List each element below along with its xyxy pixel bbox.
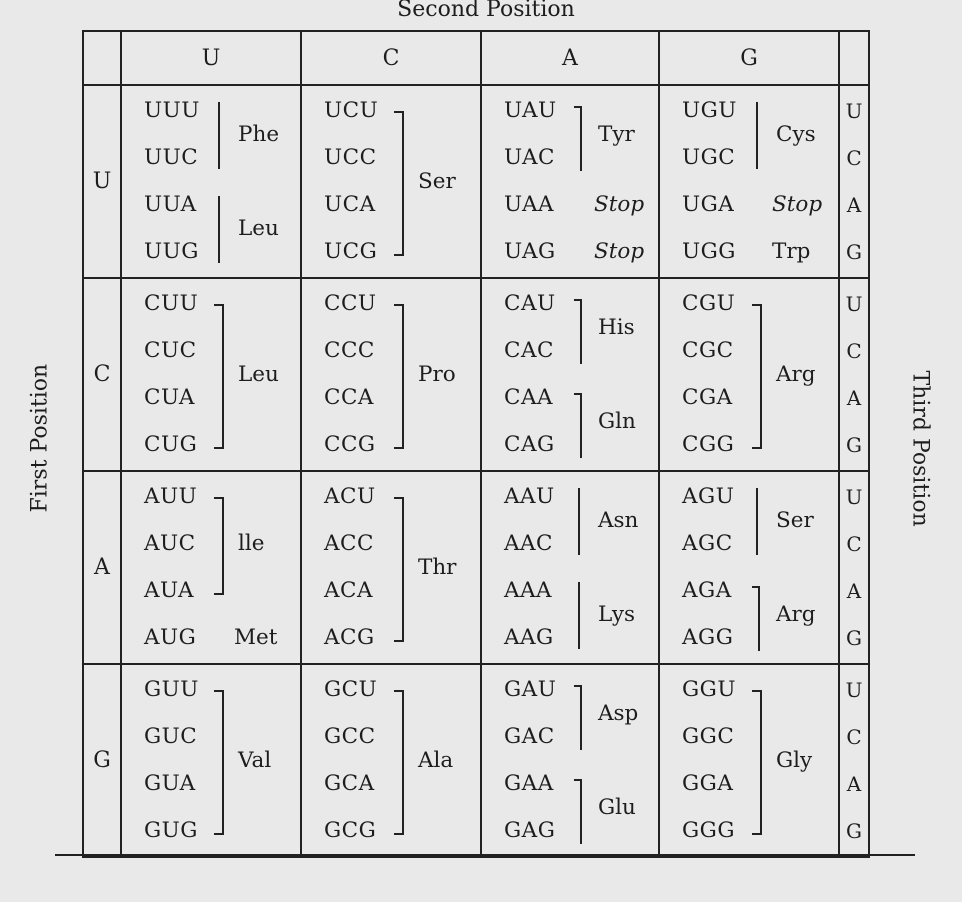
amino-acid-label: Gly bbox=[776, 747, 813, 773]
codon: ACC bbox=[324, 531, 374, 556]
third-base-label: U bbox=[845, 291, 863, 316]
second-position-title: Second Position bbox=[397, 0, 575, 22]
codon-cell bbox=[121, 278, 301, 471]
codon: CAG bbox=[504, 432, 555, 457]
codon-cell bbox=[121, 471, 301, 664]
codon: GUG bbox=[144, 818, 198, 843]
codon: CGG bbox=[682, 432, 735, 457]
codon: CUC bbox=[144, 338, 197, 363]
codon-group-bracket bbox=[756, 102, 758, 169]
third-base-label: A bbox=[846, 385, 862, 410]
codon: GAU bbox=[504, 677, 557, 702]
codon-group-bracket bbox=[394, 497, 404, 642]
second-base-header: U bbox=[121, 31, 301, 85]
codon: UGA bbox=[682, 192, 735, 217]
third-base-column bbox=[839, 471, 869, 664]
first-base-row bbox=[83, 85, 869, 278]
codon: GAG bbox=[504, 818, 556, 843]
codon: UUG bbox=[144, 239, 199, 264]
amino-acid-label: Thr bbox=[418, 554, 457, 580]
third-base-label: C bbox=[846, 724, 862, 749]
amino-acid-label: Leu bbox=[238, 361, 279, 387]
stop-codon-label: Stop bbox=[594, 192, 645, 217]
codon: GGC bbox=[682, 724, 735, 749]
codon: CAC bbox=[504, 338, 554, 363]
codon-cell bbox=[481, 471, 659, 664]
codon: CUA bbox=[144, 385, 195, 410]
first-base-row bbox=[83, 471, 869, 664]
amino-acid-label: Ser bbox=[418, 168, 456, 194]
codon: UCA bbox=[324, 192, 376, 217]
codon: AAA bbox=[504, 578, 553, 603]
codon: GUC bbox=[144, 724, 198, 749]
codon: UAC bbox=[504, 145, 555, 170]
amino-acid-label: Arg bbox=[776, 361, 816, 387]
codon: AGG bbox=[682, 625, 734, 650]
codon-group-bracket bbox=[214, 304, 224, 449]
codon: GUA bbox=[144, 771, 196, 796]
amino-acid-label: lle bbox=[238, 531, 265, 556]
codon: CCC bbox=[324, 338, 375, 363]
codon: UAG bbox=[504, 239, 556, 264]
third-base-label: A bbox=[846, 192, 862, 217]
first-base-label: U bbox=[83, 85, 121, 278]
codon-cell bbox=[481, 278, 659, 471]
codon-group-bracket bbox=[218, 196, 220, 263]
codon-group-bracket bbox=[752, 304, 762, 449]
third-base-label: G bbox=[846, 625, 862, 650]
amino-acid-label: Val bbox=[238, 747, 272, 773]
corner-cell bbox=[839, 31, 869, 85]
codon: GUU bbox=[144, 677, 199, 702]
codon: ACU bbox=[324, 484, 376, 509]
first-position-title: First Position bbox=[27, 363, 53, 513]
amino-acid-label: Gln bbox=[598, 408, 636, 434]
codon: GCC bbox=[324, 724, 376, 749]
codon-group-bracket bbox=[394, 111, 404, 256]
codon-group-bracket bbox=[752, 690, 762, 835]
amino-acid-label: His bbox=[598, 314, 635, 340]
codon: AUC bbox=[144, 531, 196, 556]
codon: CCA bbox=[324, 385, 374, 410]
third-base-column bbox=[839, 664, 869, 857]
codon: UUU bbox=[144, 98, 200, 123]
codon: GCG bbox=[324, 818, 377, 843]
codon: CCG bbox=[324, 432, 376, 457]
codon: UGU bbox=[682, 98, 737, 123]
codon: UCC bbox=[324, 145, 377, 170]
codon: CUU bbox=[144, 291, 199, 316]
codon-group-bracket bbox=[756, 488, 758, 555]
second-position-header-row bbox=[83, 31, 869, 85]
amino-acid-label: Asp bbox=[598, 700, 639, 726]
codon: UCU bbox=[324, 98, 379, 123]
codon-group-bracket bbox=[218, 102, 220, 169]
first-base-label: C bbox=[83, 278, 121, 471]
third-base-label: U bbox=[845, 677, 863, 702]
codon: GGU bbox=[682, 677, 736, 702]
codon-group-bracket bbox=[752, 586, 760, 651]
amino-acid-label: Trp bbox=[772, 239, 811, 264]
codon-group-bracket bbox=[394, 304, 404, 449]
codon: UGG bbox=[682, 239, 736, 264]
codon: GGA bbox=[682, 771, 734, 796]
codon-cell bbox=[659, 664, 839, 857]
third-base-column bbox=[839, 278, 869, 471]
codon-cell bbox=[481, 85, 659, 278]
codon: AAC bbox=[504, 531, 554, 556]
corner-cell bbox=[83, 31, 121, 85]
third-base-column bbox=[839, 85, 869, 278]
amino-acid-label: Ala bbox=[418, 747, 454, 773]
amino-acid-label: Ser bbox=[776, 507, 814, 533]
codon: GAC bbox=[504, 724, 555, 749]
third-base-label: A bbox=[846, 771, 862, 796]
codon: AUA bbox=[144, 578, 195, 603]
codon: ACA bbox=[324, 578, 374, 603]
codon: AAG bbox=[504, 625, 554, 650]
third-base-label: C bbox=[846, 531, 862, 556]
codon: ACG bbox=[324, 625, 375, 650]
codon-group-bracket bbox=[214, 690, 224, 835]
codon-group-bracket bbox=[574, 299, 582, 364]
codon-cell bbox=[121, 85, 301, 278]
codon: GGG bbox=[682, 818, 736, 843]
codon-cell bbox=[481, 664, 659, 857]
codon: UAA bbox=[504, 192, 555, 217]
codon-cell bbox=[301, 471, 481, 664]
third-base-label: U bbox=[845, 98, 863, 123]
third-base-label: G bbox=[846, 239, 862, 264]
codon: AGU bbox=[682, 484, 735, 509]
codon: CAU bbox=[504, 291, 556, 316]
third-base-label: G bbox=[846, 818, 862, 843]
codon: AUU bbox=[144, 484, 198, 509]
codon: AAU bbox=[504, 484, 555, 509]
codon-cell bbox=[301, 85, 481, 278]
amino-acid-label: Phe bbox=[238, 121, 280, 147]
codon-group-bracket bbox=[578, 582, 580, 649]
codon: UCG bbox=[324, 239, 378, 264]
codon: AUG bbox=[144, 625, 197, 650]
stop-codon-label: Stop bbox=[772, 192, 823, 217]
codon: CGA bbox=[682, 385, 733, 410]
codon-group-bracket bbox=[574, 393, 582, 458]
second-base-header: A bbox=[481, 31, 659, 85]
third-base-label: C bbox=[846, 338, 862, 363]
genetic-code-table bbox=[82, 30, 870, 858]
codon: UGC bbox=[682, 145, 736, 170]
codon: UUA bbox=[144, 192, 197, 217]
stop-codon-label: Stop bbox=[594, 239, 645, 264]
second-base-header: C bbox=[301, 31, 481, 85]
third-base-label: G bbox=[846, 432, 862, 457]
codon: UAU bbox=[504, 98, 557, 123]
first-base-label: G bbox=[83, 664, 121, 857]
codon-group-bracket bbox=[394, 690, 404, 835]
amino-acid-label: Asn bbox=[598, 507, 639, 533]
codon-group-bracket bbox=[574, 779, 582, 844]
codon: AGC bbox=[682, 531, 733, 556]
codon: GCU bbox=[324, 677, 378, 702]
codon-cell bbox=[659, 471, 839, 664]
third-base-label: C bbox=[846, 145, 862, 170]
codon-group-bracket bbox=[574, 106, 582, 171]
codon-group-bracket bbox=[578, 488, 580, 555]
codon-group-bracket bbox=[214, 497, 224, 595]
codon: AGA bbox=[682, 578, 732, 603]
codon: CCU bbox=[324, 291, 377, 316]
codon-group-bracket bbox=[574, 685, 582, 750]
bottom-rule bbox=[55, 854, 915, 856]
amino-acid-label: Glu bbox=[598, 794, 636, 820]
amino-acid-label: Lys bbox=[598, 601, 636, 627]
codon: CAA bbox=[504, 385, 554, 410]
codon: CUG bbox=[144, 432, 198, 457]
amino-acid-label: Leu bbox=[238, 215, 279, 241]
first-base-label: A bbox=[83, 471, 121, 664]
codon: UUC bbox=[144, 145, 199, 170]
amino-acid-label: Cys bbox=[776, 121, 816, 147]
amino-acid-label: Arg bbox=[776, 601, 816, 627]
first-base-row bbox=[83, 664, 869, 857]
third-position-title: Third Position bbox=[907, 370, 933, 527]
codon-cell bbox=[301, 278, 481, 471]
codon: GAA bbox=[504, 771, 554, 796]
codon-cell bbox=[659, 278, 839, 471]
third-base-label: A bbox=[846, 578, 862, 603]
amino-acid-label: Tyr bbox=[598, 121, 635, 147]
second-base-header: G bbox=[659, 31, 839, 85]
codon: GCA bbox=[324, 771, 375, 796]
codon: CGC bbox=[682, 338, 734, 363]
codon-cell bbox=[301, 664, 481, 857]
codon-cell bbox=[121, 664, 301, 857]
amino-acid-label: Pro bbox=[418, 361, 456, 387]
codon: CGU bbox=[682, 291, 736, 316]
codon-cell bbox=[659, 85, 839, 278]
amino-acid-label: Met bbox=[234, 625, 278, 650]
first-base-row bbox=[83, 278, 869, 471]
third-base-label: U bbox=[845, 484, 863, 509]
